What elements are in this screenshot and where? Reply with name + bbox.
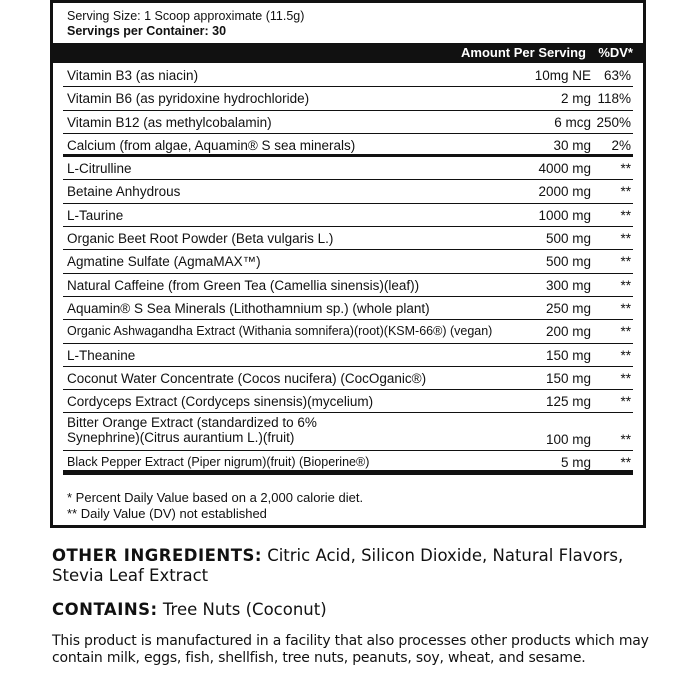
row-amount: 2 mg xyxy=(560,91,591,107)
servings-per-container: Servings per Container: 30 xyxy=(67,24,227,38)
table-header xyxy=(53,43,643,63)
top-bar xyxy=(53,0,643,3)
row-amount: 200 mg xyxy=(545,324,591,340)
row-amount: 4000 mg xyxy=(538,161,591,177)
table-row xyxy=(63,274,633,297)
row-amount: 6 mcg xyxy=(554,114,591,130)
table-row xyxy=(63,413,633,451)
row-name: Betaine Anhydrous xyxy=(67,184,181,200)
contains xyxy=(52,600,650,620)
row-name: Natural Caffeine (from Green Tea (Camellia sinensis)(leaf)) xyxy=(67,277,420,293)
row-name: L-Theanine xyxy=(67,347,136,363)
row-dv: ** xyxy=(620,455,631,471)
row-name: Vitamin B3 (as niacin) xyxy=(67,68,199,83)
row-name: L-Taurine xyxy=(67,207,124,223)
table-row xyxy=(63,451,633,474)
row-name: L-Citrulline xyxy=(67,161,132,177)
row-amount: 10mg NE xyxy=(534,68,591,83)
table-row xyxy=(63,64,633,87)
table-row xyxy=(63,250,633,273)
row-amount: 2000 mg xyxy=(538,184,591,200)
row-name: Vitamin B12 (as methylcobalamin) xyxy=(67,114,272,130)
row-dv: 2% xyxy=(611,137,631,153)
row-dv: ** xyxy=(620,324,631,340)
row-amount: 150 mg xyxy=(545,370,591,386)
dv-header: %DV* xyxy=(598,45,633,60)
row-name: Black Pepper Extract (Piper nigrum)(fruit) (Bioperine®) xyxy=(67,455,370,470)
row-name: Vitamin B6 (as pyridoxine hydrochloride) xyxy=(67,91,310,107)
serving-size: Serving Size: 1 Scoop approximate (11.5g) xyxy=(67,9,305,23)
row-dv: ** xyxy=(620,231,631,247)
row-name: Aquamin® S Sea Minerals (Lithothamnium sp.) (whole plant) xyxy=(67,300,430,316)
footnote-dv: * Percent Daily Value based on a 2,000 calorie diet. xyxy=(67,490,364,505)
row-name: Organic Ashwagandha Extract (Withania somnifera)(root)(KSM-66®) (vegan) xyxy=(67,324,493,339)
footnote-not-established: ** Daily Value (DV) not established xyxy=(67,506,267,521)
row-name: Coconut Water Concentrate (Cocos nucifera) (CocOganic®) xyxy=(67,370,427,386)
table-row xyxy=(63,297,633,320)
row-dv: 250% xyxy=(596,114,631,130)
row-dv: ** xyxy=(620,347,631,363)
footnotes xyxy=(67,490,363,522)
row-dv: ** xyxy=(620,161,631,177)
row-name: Agmatine Sulfate (AgmaMAX™) xyxy=(67,254,261,270)
table-row xyxy=(63,367,633,390)
table-row xyxy=(63,87,633,110)
other-ingredients-text: Citric Acid, Silicon Dioxide, Natural Flavors, Stevia Leaf Extract xyxy=(52,546,624,585)
row-amount: 30 mg xyxy=(553,137,591,153)
table-row xyxy=(63,157,633,180)
row-dv: 118% xyxy=(597,91,631,107)
row-amount: 100 mg xyxy=(545,432,591,448)
row-dv: ** xyxy=(620,432,631,448)
other-ingredients-label: OTHER INGREDIENTS: xyxy=(52,546,262,565)
row-dv: 63% xyxy=(603,68,631,83)
row-name: Organic Beet Root Powder (Beta vulgaris L.) xyxy=(67,231,334,247)
contains-text: Tree Nuts (Coconut) xyxy=(162,600,327,619)
amount-header: Amount Per Serving xyxy=(461,45,586,60)
row-amount: 150 mg xyxy=(545,347,591,363)
contains-label: CONTAINS: xyxy=(52,600,158,619)
row-dv: ** xyxy=(620,394,631,410)
row-amount: 500 mg xyxy=(545,254,591,270)
row-amount: 1000 mg xyxy=(538,207,591,223)
supplement-facts-panel xyxy=(50,0,646,528)
row-name: Calcium (from algae, Aquamin® S sea minerals) xyxy=(67,137,356,153)
row-name: Bitter Orange Extract (standardized to 6% Synephrine)(Citrus aurantium L.)(fruit) xyxy=(67,415,317,446)
other-ingredients xyxy=(52,546,650,586)
table-row xyxy=(63,344,633,367)
table-row xyxy=(63,180,633,203)
row-amount: 125 mg xyxy=(545,394,591,410)
allergen-statement: This product is manufactured in a facility that also processes other products which may contain milk, eggs, fish, shellfish, tree nuts, peanuts, soy, wheat, and sesame. xyxy=(52,633,649,666)
serving-info xyxy=(67,9,304,39)
row-dv: ** xyxy=(620,254,631,270)
row-name: Cordyceps Extract (Cordyceps sinensis)(mycelium) xyxy=(67,394,374,410)
table-row xyxy=(63,320,633,343)
nutrient-rows xyxy=(63,64,633,475)
row-dv: ** xyxy=(620,184,631,200)
row-dv: ** xyxy=(620,277,631,293)
table-row xyxy=(63,204,633,227)
row-dv: ** xyxy=(620,207,631,223)
row-amount: 300 mg xyxy=(545,277,591,293)
table-row xyxy=(63,134,633,157)
table-row xyxy=(63,227,633,250)
row-amount: 5 mg xyxy=(560,455,591,471)
table-row xyxy=(63,390,633,413)
row-dv: ** xyxy=(620,300,631,316)
row-dv: ** xyxy=(620,370,631,386)
table-row xyxy=(63,111,633,134)
row-amount: 250 mg xyxy=(545,300,591,316)
row-amount: 500 mg xyxy=(545,231,591,247)
